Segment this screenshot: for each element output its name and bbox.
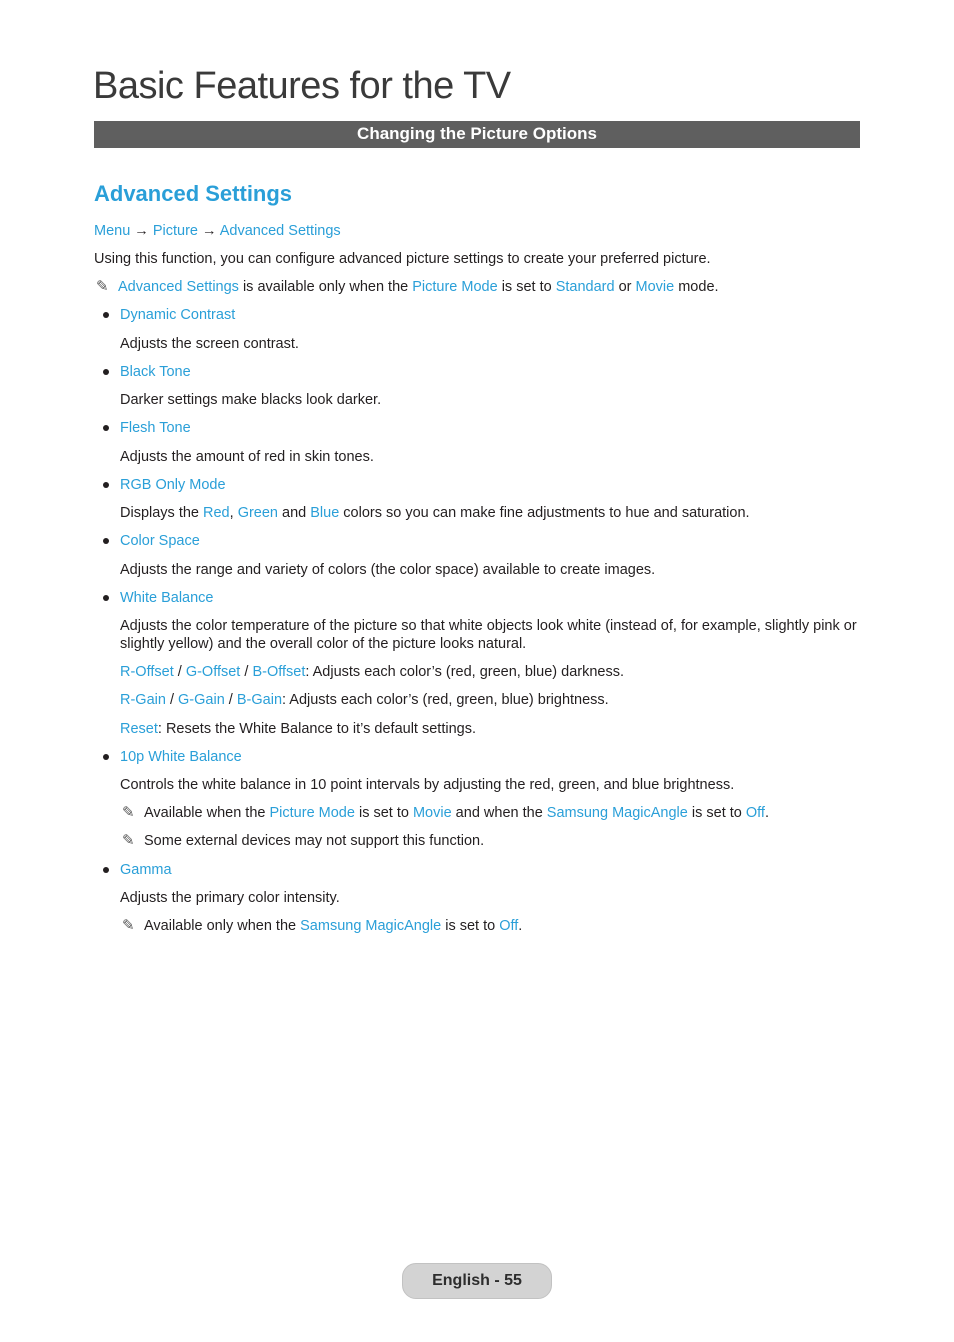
- breadcrumb-arrow: →: [130, 223, 153, 239]
- note-10p-availability: ✎ Available when the Picture Mode is set to Movie and when the Samsung MagicAngle is set to Off.: [122, 804, 769, 821]
- gain-description: R-Gain / G-Gain / B-Gain: Adjusts each color’s (red, green, blue) brightness.: [120, 692, 609, 708]
- bullet-dot: [103, 369, 109, 375]
- item-label: 10p White Balance: [120, 749, 242, 765]
- offset-description: R-Offset / G-Offset / B-Offset: Adjusts each color’s (red, green, blue) darkness.: [120, 664, 624, 680]
- breadcrumb-advanced-settings[interactable]: Advanced Settings: [219, 223, 341, 239]
- item-label: Dynamic Contrast: [120, 307, 236, 323]
- item-label: Black Tone: [120, 364, 191, 380]
- pencil-note-icon: ✎: [96, 278, 109, 295]
- page-number-badge: English - 55: [402, 1263, 552, 1299]
- breadcrumb-picture[interactable]: Picture: [152, 223, 198, 239]
- item-description: Adjusts the primary color intensity.: [120, 890, 340, 906]
- bullet-dot: [103, 538, 109, 544]
- bullet-dot: [103, 867, 109, 873]
- breadcrumb: [94, 222, 341, 240]
- bullet-dot: [103, 595, 109, 601]
- bullet-dot: [103, 312, 109, 318]
- item-description: Adjusts the amount of red in skin tones.: [120, 449, 374, 465]
- note-availability: ✎ Advanced Settings is available only when the Picture Mode is set to Standard or Movie mode.: [96, 278, 719, 295]
- bullet-dot: [103, 754, 109, 760]
- bullet-dot: [103, 482, 109, 488]
- bullet-dot: [103, 425, 109, 431]
- note-external-devices: ✎ Some external devices may not support this function.: [122, 832, 485, 849]
- item-description: Controls the white balance in 10 point intervals by adjusting the red, green, and blue brightness.: [120, 777, 735, 793]
- item-description: Adjusts the range and variety of colors (the color space) available to create images.: [120, 562, 656, 578]
- list-item: [120, 748, 242, 766]
- list-item: [120, 476, 226, 494]
- page-title: Basic Features for the TV: [93, 65, 511, 107]
- list-item: [120, 363, 191, 381]
- item-label: White Balance: [120, 590, 214, 606]
- item-label: RGB Only Mode: [120, 477, 226, 493]
- pencil-note-icon: ✎: [122, 804, 135, 821]
- breadcrumb-arrow: →: [197, 223, 220, 239]
- pencil-note-icon: ✎: [122, 832, 135, 849]
- item-description: Displays the Red, Green and Blue colors so you can make fine adjustments to hue and saturation.: [120, 505, 750, 521]
- intro-text: Using this function, you can configure advanced picture settings to create your preferred picture.: [94, 251, 711, 267]
- item-description: Adjusts the color temperature of the picture so that white objects look white (instead of, for example, slightly pink or slightly yellow) and the overall color of the picture looks natural.: [120, 618, 857, 652]
- breadcrumb-menu[interactable]: Menu: [94, 223, 131, 239]
- list-item: [120, 306, 235, 324]
- item-description: Darker settings make blacks look darker.: [120, 392, 382, 408]
- list-item: [120, 589, 214, 607]
- list-item: [120, 419, 191, 437]
- section-bar: Changing the Picture Options: [94, 121, 860, 148]
- pencil-note-icon: ✎: [122, 917, 135, 934]
- list-item: [120, 532, 200, 550]
- item-label: Flesh Tone: [120, 420, 191, 436]
- item-label: Gamma: [120, 862, 172, 878]
- item-label: Color Space: [120, 533, 200, 549]
- note-gamma-availability: ✎ Available only when the Samsung MagicAngle is set to Off.: [122, 917, 523, 934]
- list-item: [120, 861, 172, 879]
- item-description: Adjusts the screen contrast.: [120, 336, 299, 352]
- section-heading: Advanced Settings: [94, 181, 293, 206]
- reset-description: Reset: Resets the White Balance to it’s default settings.: [120, 721, 476, 737]
